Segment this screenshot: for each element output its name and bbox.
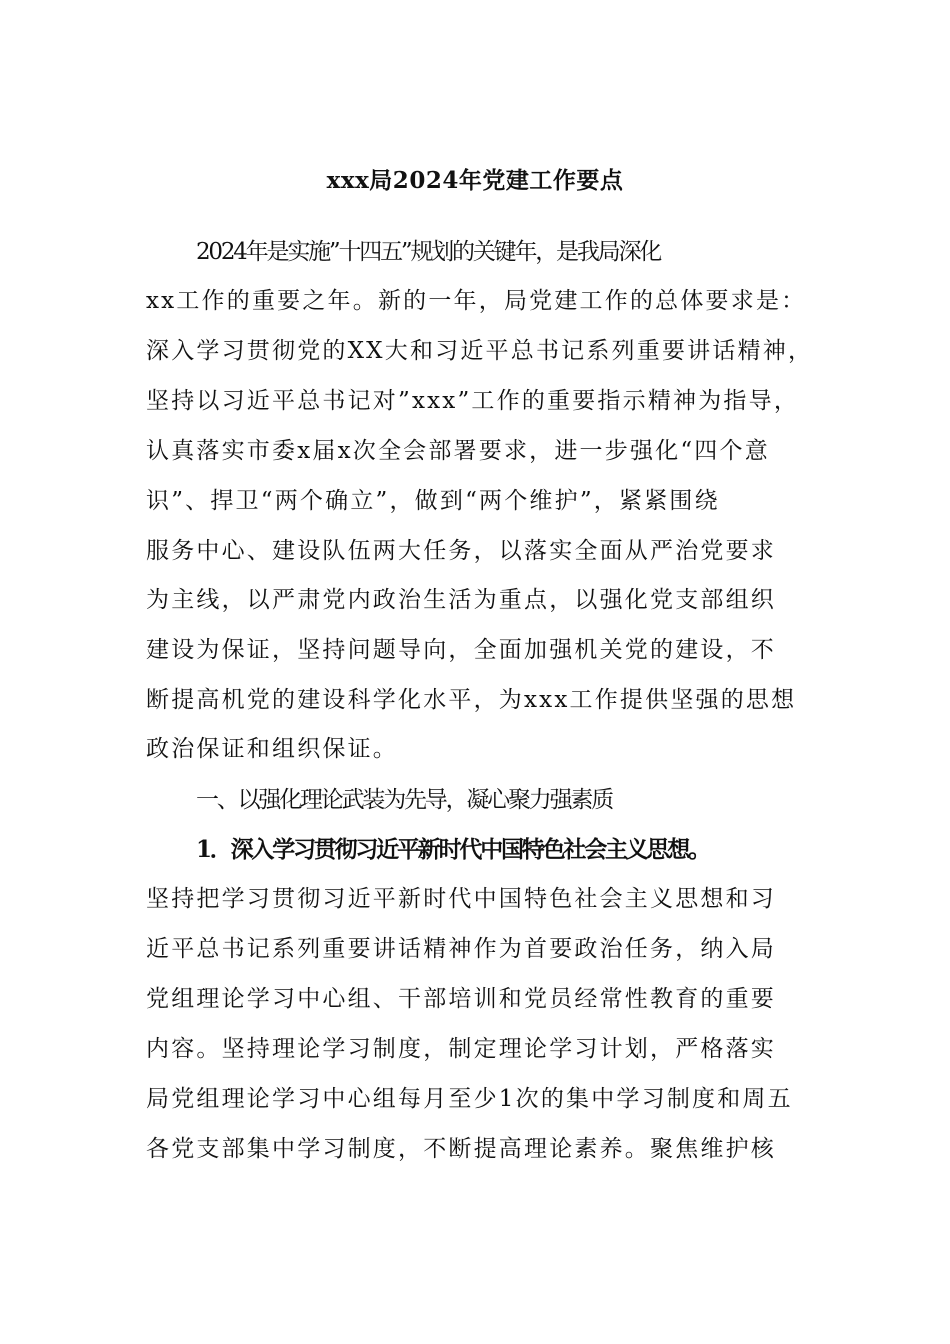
text-line: 认真落实市委x届x次全会部署要求，进一步强化“四个意 (146, 438, 770, 464)
text-line: 政治保证和组织保证。 (146, 736, 398, 762)
text-line: 为主线，以严肃党内政治生活为重点，以强化党支部组织 (146, 587, 776, 613)
section-heading: 一、以强化理论武装为先导，凝心聚力强素质 (196, 787, 613, 813)
text-line: 2024年是实施”十四五”规划的关键年，是我局深化 (196, 239, 661, 265)
subsection-heading: 1．深入学习贯彻习近平新时代中国特色社会主义思想。 (196, 836, 710, 863)
text-line: 断提高机党的建设科学化水平，为xxx工作提供坚强的思想 (146, 687, 797, 713)
text-line: 各党支部集中学习制度，不断提高理论素养。聚焦维护核 (146, 1136, 776, 1162)
text-line: 坚持把学习贯彻习近平新时代中国特色社会主义思想和习 (146, 886, 776, 912)
text-line: 内容。坚持理论学习制度，制定理论学习计划，严格落实 (146, 1036, 776, 1062)
text-line: 识”、捍卫“两个确立”，做到“两个维护”，紧紧围绕 (146, 488, 720, 514)
text-line: 近平总书记系列重要讲话精神作为首要政治任务，纳入局 (146, 936, 776, 962)
text-line: 服务中心、建设队伍两大任务，以落实全面从严治党要求 (146, 538, 776, 564)
text-line: 党组理论学习中心组、干部培训和党员经常性教育的重要 (146, 986, 776, 1012)
text-line: 建设为保证，坚持问题导向，全面加强机关党的建设，不 (146, 637, 776, 663)
text-line: 坚持以习近平总书记对”xxx”工作的重要指示精神为指导， (146, 388, 800, 414)
text-line: 深入学习贯彻党的XX大和习近平总书记系列重要讲话精神， (146, 338, 814, 364)
document-title: xxx局2024年党建工作要点 (326, 167, 624, 194)
text-line: 局党组理论学习中心组每月至少1次的集中学习制度和周五 (146, 1086, 793, 1112)
text-line: xx工作的重要之年。新的一年，局党建工作的总体要求是： (146, 288, 807, 314)
